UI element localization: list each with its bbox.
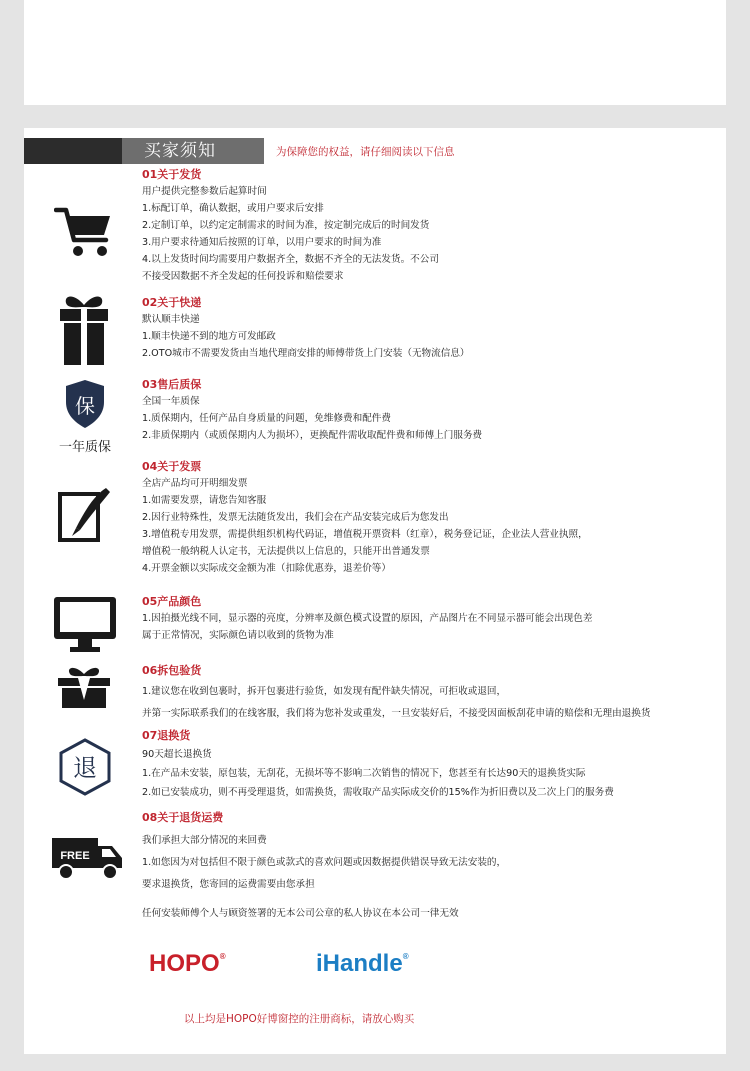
section-line: 增值税一般纳税人认定书，无法提供以上信息的，只能开出普通发票 [142,546,430,557]
section-line: 全国一年质保 [142,396,200,407]
hopo-logo [149,950,226,978]
monitor-icon [52,595,118,659]
trademark-note: 以上均是HOPO好博窗控的注册商标，请放心购买 [184,1013,415,1025]
section-title: 07退换货 [142,729,191,742]
section-line: 用户提供完整参数后起算时间 [142,186,267,197]
section-line: 默认顺丰快递 [142,314,200,325]
section-body [142,311,470,362]
section-line: 2.因行业特殊性，发票无法随货发出，我们会在产品安装完成后为您发出 [142,512,449,523]
hopo-registered-mark: ® [219,952,226,961]
header-bar-dark [24,138,122,164]
page-title: 买家须知 [144,141,216,161]
section-line: 全店产品均可开明细发票 [142,478,248,489]
section-body [142,610,592,644]
section-line: 3.增值税专用发票，需提供组织机构代码证，增值税开票资料（红章），税务登记证，企业法人营业执照， [142,529,588,540]
return-hexagon-icon [58,738,112,800]
section-line: 1.建议您在收到包裹时，拆开包裹进行验货，如发现有配件缺失情况，可拒收或退回， [142,686,507,697]
section-line: 1.顺丰快递不到的地方可发邮政 [142,331,276,342]
section-line: 4.以上发货时间均需要用户数据齐全，数据不齐全的无法发货。不公司 [142,254,439,265]
open-box-icon [54,666,114,712]
section-title: 05产品颜色 [142,595,202,608]
section-title: 04关于发票 [142,460,202,473]
section-line: 1.标配订单，确认数据，或用户要求后安排 [142,203,324,214]
invoice-pen-icon [54,486,114,548]
return-icon-char: 退 [73,754,97,782]
free-label: FREE [60,850,90,862]
gift-box-icon [54,291,114,371]
ihandle-registered-mark: ® [402,952,409,961]
footer-note: 任何安装师傅个人与顾资签署的无本公司公章的私人协议在本公司一律无效 [142,908,459,919]
top-panel [24,0,726,105]
section-line: 要求退换货，您寄回的运费需要由您承担 [142,879,315,890]
section-line: 2.OTO城市不需要发货由当地代理商安排的师傅带货上门安装（无物流信息） [142,348,470,359]
section-line: 1.如您因为对包括但不限于颜色或款式的喜欢问题或因数据提供错误导致无法安装的， [142,857,507,868]
section-body [142,393,482,444]
hopo-logo-text: HOPO [149,950,220,977]
section-line: 1.如需要发票，请您告知客服 [142,495,267,506]
section-title: 01关于发货 [142,168,202,181]
section-line: 1.质保期内，任何产品自身质量的问题，免维修费和配件费 [142,413,391,424]
section-title: 08关于退货运费 [142,811,224,824]
section-line: 2.如已安装成功，则不再受理退货，如需换货，需收取产品实际成交价的15%作为折旧费以及二次上门的服务费 [142,787,614,798]
shopping-cart-icon [54,204,114,264]
buyer-notice-panel [24,128,726,1054]
section-line: 90天超长退换货 [142,749,212,760]
section-line: 2.非质保期内（或质保期内人为损坏），更换配件需收取配件费和师傅上门服务费 [142,430,483,441]
section-line: 并第一实际联系我们的在线客服，我们将为您补发或重发，一旦安装好后，不接受因面板刮花申请的赔偿和无理由退换货 [142,708,651,719]
section-line: 不接受因数据不齐全发起的任何投诉和赔偿要求 [142,271,344,282]
section-title: 03售后质保 [142,378,202,391]
free-truck-icon [52,836,124,886]
section-line: 3.用户要求待通知后按照的订单，以用户要求的时间为准 [142,237,382,248]
section-body [142,745,614,802]
warranty-shield-icon [50,378,120,455]
warranty-icon-char: 保 [75,394,95,418]
section-body [142,183,439,285]
section-line: 2.定制订单，以约定定制需求的时间为准，按定制完成后的时间发货 [142,220,430,231]
section-line: 1.在产品未安装，原包装，无刮花，无损坏等不影响二次销售的情况下，您甚至有长达90天的退换货实际 [142,768,586,779]
section-title: 06拆包验货 [142,664,202,677]
section-line: 我们承担大部分情况的来回费 [142,835,267,846]
section-title: 02关于快递 [142,296,202,309]
section-line: 4.开票金额以实际成交金额为准（扣除优惠券，退差价等） [142,563,391,574]
section-body [142,681,650,725]
warranty-caption: 一年质保 [58,440,111,455]
ihandle-logo-text: iHandle [316,950,403,977]
section-line: 1.因拍摄光线不同，显示器的亮度，分辨率及颜色模式设置的原因，产品图片在不同显示器可能会出现色差 [142,613,593,624]
section-line: 属于正常情况，实际颜色请以收到的货物为准 [142,630,334,641]
section-body [142,475,588,577]
page-subtitle: 为保障您的权益，请仔细阅读以下信息 [276,146,455,158]
section-body [142,830,506,896]
ihandle-logo [316,950,409,978]
